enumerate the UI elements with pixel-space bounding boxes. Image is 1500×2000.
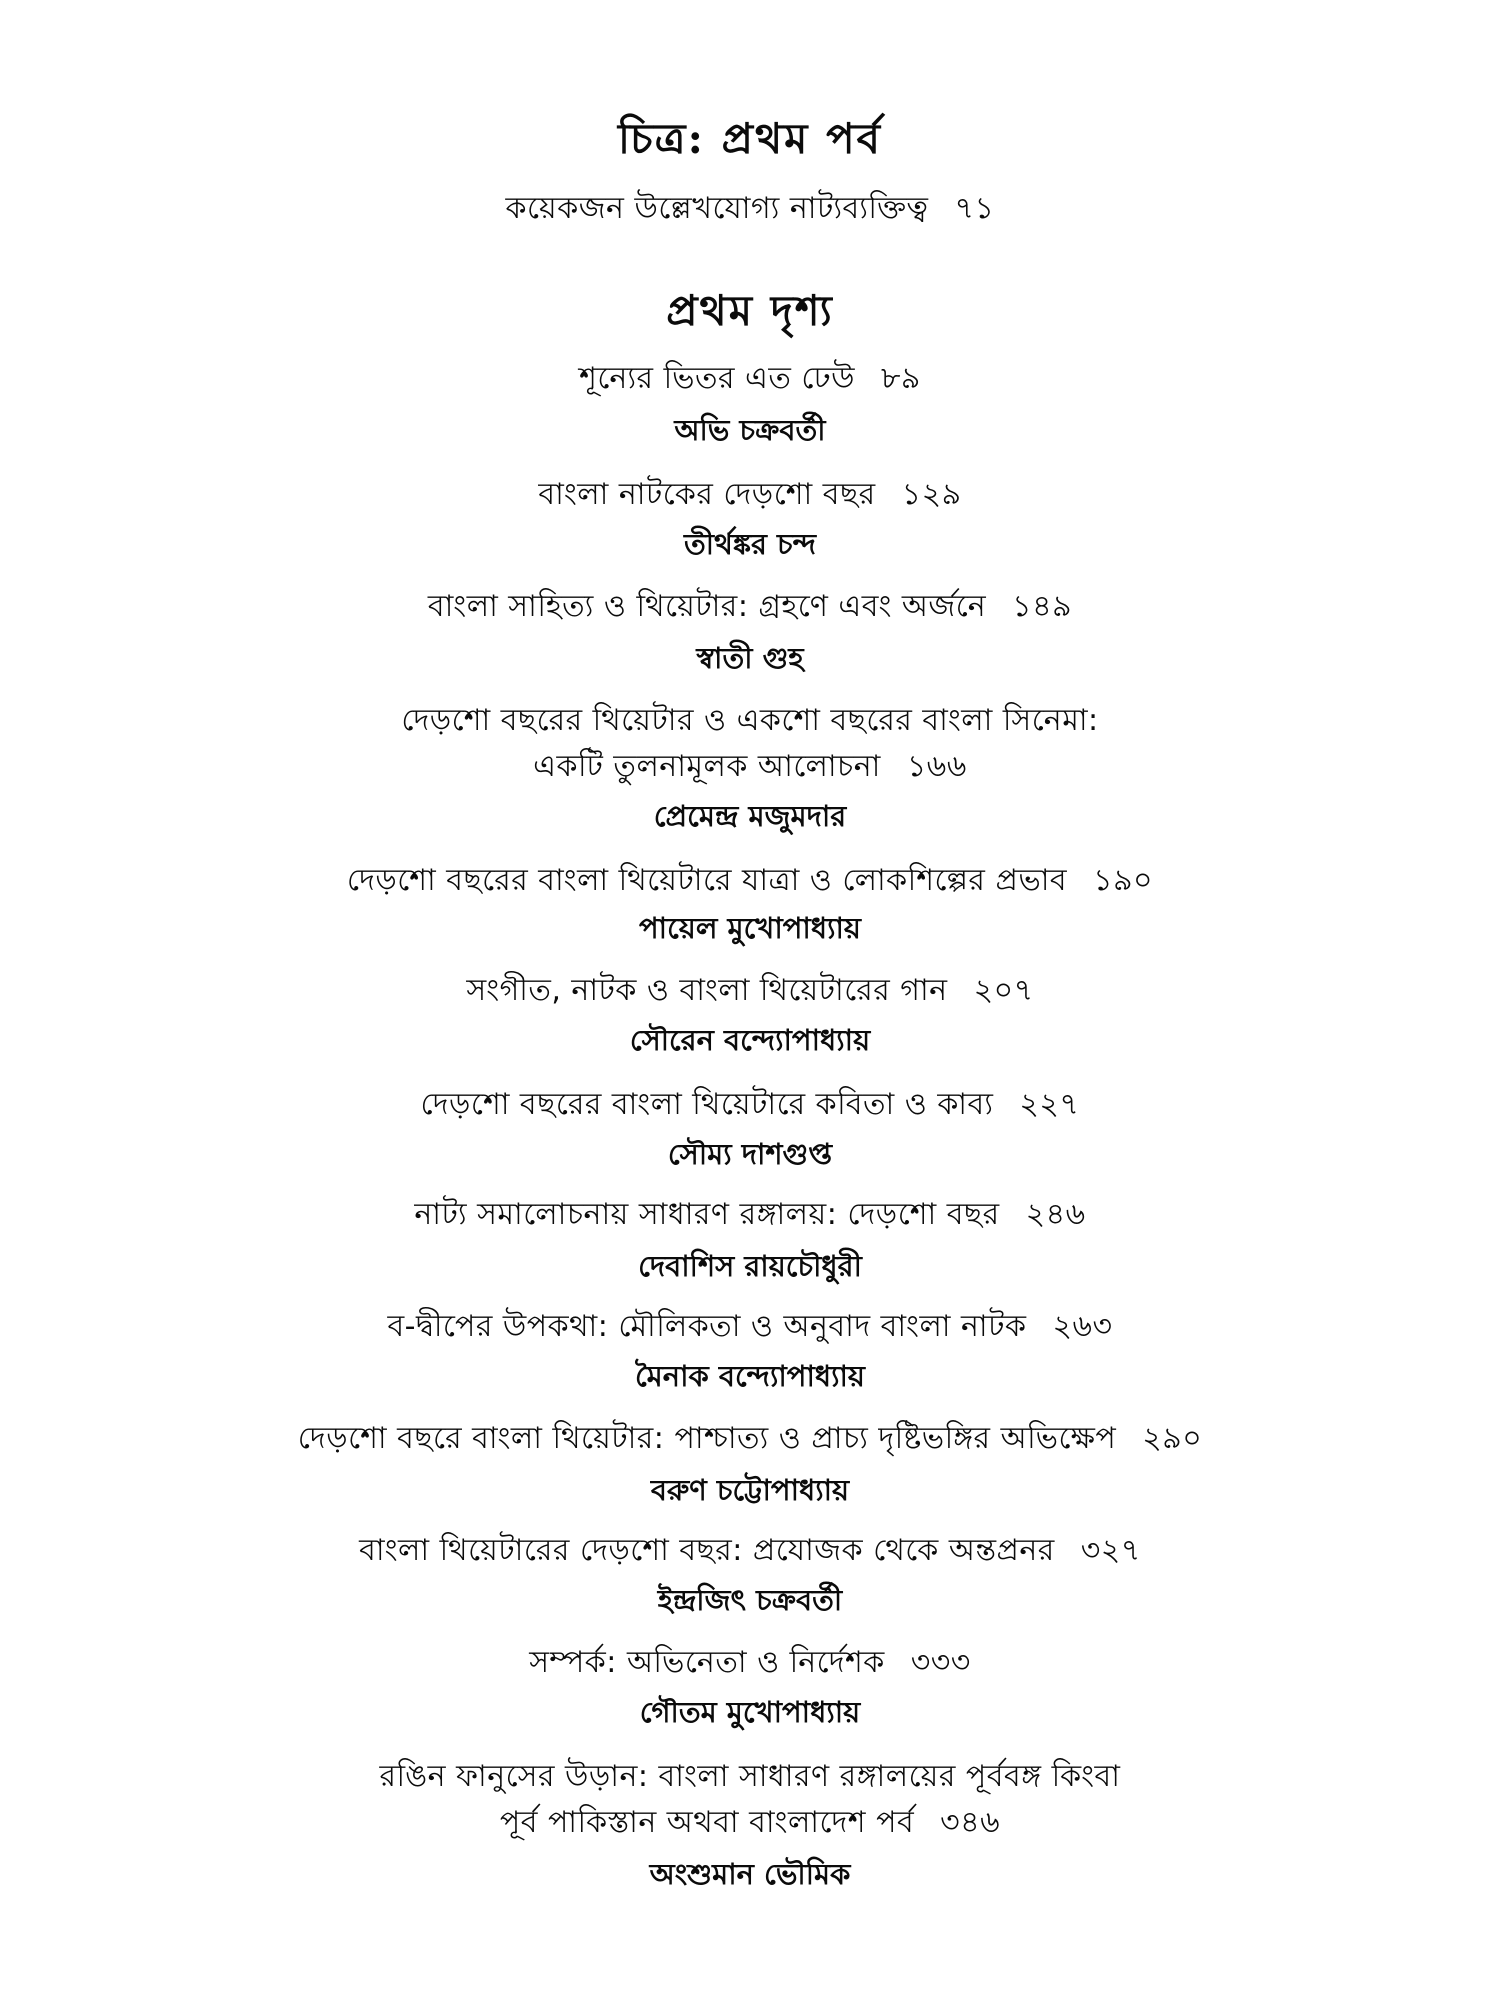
- entry-page-number: ১৪৯: [1012, 589, 1073, 624]
- toc-entry: [0, 1805, 1500, 1840]
- entry-page-number: ৩৪৬: [940, 1805, 1001, 1840]
- toc-entry: [0, 1087, 1500, 1122]
- entry-title: বাংলা থিয়েটারের দেড়শো বছর: প্রযোজক থেকে অন্তপ্রনর: [359, 1533, 1055, 1568]
- entry-page-number: ২২৭: [1019, 1087, 1080, 1122]
- section-title: প্রথম দৃশ্য: [666, 286, 834, 335]
- entry-page-number: ৮৯: [880, 361, 921, 396]
- toc-entry: [0, 1421, 1500, 1456]
- section-title: চিত্র: প্রথম পর্ব: [617, 114, 883, 163]
- entry-page-number: ১৬৬: [906, 749, 967, 784]
- entry-page-number: ২৬৩: [1052, 1309, 1113, 1344]
- entry-author: সৌম্য দাশগুপ্ত: [667, 1137, 833, 1171]
- entry-title: দেড়শো বছরের বাংলা থিয়েটারে কবিতা ও কাব্য: [420, 1087, 994, 1122]
- toc-entry: [0, 749, 1500, 784]
- entry-author: পায়েল মুখোপাধ্যায়: [639, 911, 861, 945]
- toc-entry: [0, 477, 1500, 512]
- toc-entry-line: দেড়শো বছরের থিয়েটার ও একশো বছরের বাংলা সিনেমা:: [401, 703, 1099, 738]
- entry-page-number: ৩৩৩: [910, 1645, 971, 1680]
- entry-author: সৌরেন বন্দ্যোপাধ্যায়: [629, 1023, 871, 1057]
- toc-entry-line: রঙিন ফানুসের উড়ান: বাংলা সাধারণ রঙ্গালয়ের পূর্ববঙ্গ কিংবা: [379, 1759, 1121, 1794]
- toc-entry: [0, 1645, 1500, 1680]
- entry-title: সম্পর্ক: অভিনেতা ও নির্দেশক: [529, 1645, 885, 1680]
- toc-entry: [0, 1309, 1500, 1344]
- entry-author: স্বাতী গুহ: [696, 641, 804, 675]
- entry-page-number: ২৯০: [1142, 1421, 1203, 1456]
- entry-title: ব-দ্বীপের উপকথা: মৌলিকতা ও অনুবাদ বাংলা নাটক: [387, 1309, 1027, 1344]
- entry-title: বাংলা সাহিত্য ও থিয়েটার: গ্রহণে এবং অর্জনে: [427, 589, 987, 624]
- entry-page-number: ২০৭: [973, 973, 1034, 1008]
- entry-author: প্রেমেন্দ্র মজুমদার: [653, 799, 847, 833]
- entry-title: শূন্যের ভিতর এত ঢেউ: [579, 361, 855, 396]
- entry-author: তীর্থঙ্কর চন্দ: [684, 527, 816, 561]
- entry-title: বাংলা নাটকের দেড়শো বছর: [538, 477, 876, 512]
- entry-page-number: ৩২৭: [1080, 1533, 1141, 1568]
- entry-author: অভি চক্রবর্তী: [674, 413, 826, 447]
- entry-author: বরুণ চট্টোপাধ্যায়: [650, 1473, 850, 1507]
- entry-author: ইন্দ্রজিৎ চক্রবর্তী: [657, 1583, 843, 1617]
- entry-author: অংশুমান ভৌমিক: [649, 1857, 851, 1891]
- toc-entry: [0, 589, 1500, 624]
- entry-title: পূর্ব পাকিস্তান অথবা বাংলাদেশ পর্ব: [499, 1805, 915, 1840]
- toc-entry: [0, 191, 1500, 226]
- entry-title: দেড়শো বছরে বাংলা থিয়েটার: পাশ্চাত্য ও প্রাচ্য দৃষ্টিভঙ্গির অভিক্ষেপ: [297, 1421, 1117, 1456]
- entry-title: কয়েকজন উল্লেখযোগ্য নাট্যব্যক্তিত্ব: [505, 191, 929, 226]
- entry-author: গৌতম মুখোপাধ্যায়: [639, 1695, 861, 1729]
- entry-page-number: ১৯০: [1093, 863, 1154, 898]
- toc-entry: [0, 973, 1500, 1008]
- entry-author: মৈনাক বন্দ্যোপাধ্যায়: [634, 1359, 866, 1393]
- entry-page-number: ৭১: [954, 191, 995, 226]
- entry-title: দেড়শো বছরের বাংলা থিয়েটারে যাত্রা ও লোকশিল্পের প্রভাব: [346, 863, 1068, 898]
- entry-page-number: ২৪৬: [1025, 1197, 1086, 1232]
- toc-entry: [0, 863, 1500, 898]
- entry-page-number: ১২৯: [901, 477, 962, 512]
- entry-title: সংগীত, নাটক ও বাংলা থিয়েটারের গান: [466, 973, 948, 1008]
- entry-author: দেবাশিস রায়চৌধুরী: [638, 1249, 862, 1283]
- toc-entry: [0, 361, 1500, 396]
- toc-entry: [0, 1533, 1500, 1568]
- toc-entry: [0, 1197, 1500, 1232]
- entry-title: একটি তুলনামূলক আলোচনা: [533, 749, 881, 784]
- entry-title: নাট্য সমালোচনায় সাধারণ রঙ্গালয়: দেড়শো বছর: [414, 1197, 1000, 1232]
